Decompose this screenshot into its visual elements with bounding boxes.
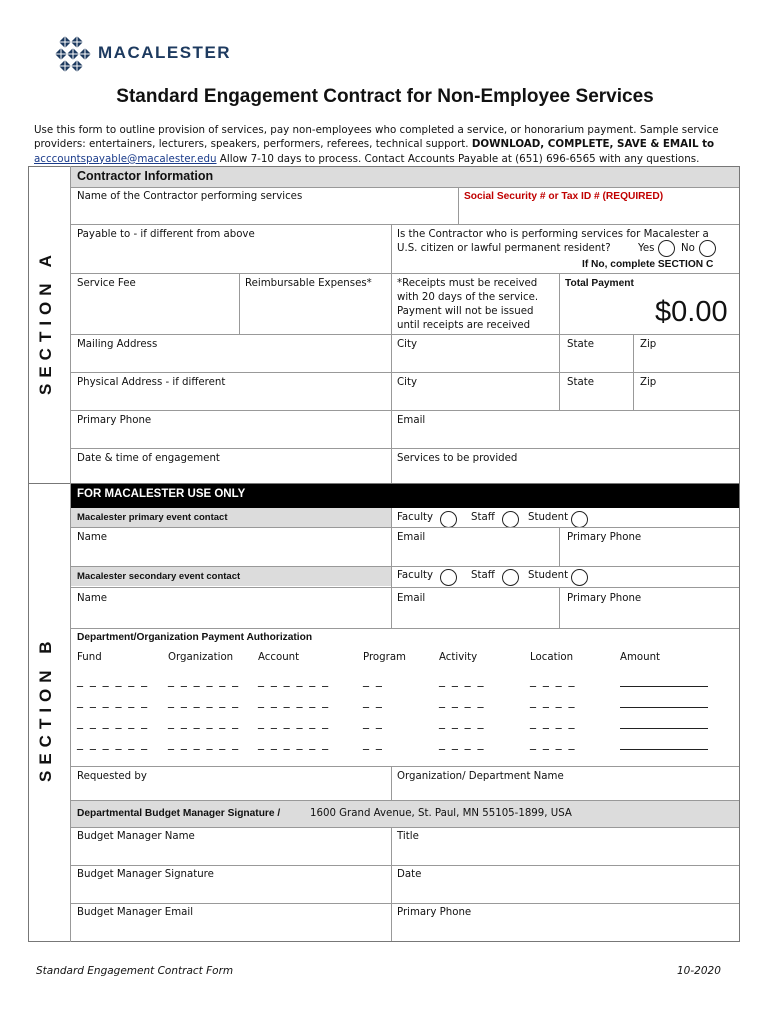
budget-signature-label: Budget Manager Signature bbox=[77, 869, 214, 880]
physical-zip-label: Zip bbox=[640, 377, 657, 388]
budget-title-label: Title bbox=[397, 831, 419, 842]
account-code-dash[interactable]: _ _ _ _ bbox=[439, 673, 485, 687]
account-code-dash[interactable]: _ _ bbox=[363, 673, 384, 687]
primary-faculty-radio[interactable] bbox=[440, 511, 457, 528]
col-line bbox=[559, 273, 560, 334]
col-line bbox=[391, 508, 392, 566]
physical-address-label: Physical Address - if different bbox=[77, 377, 226, 388]
physical-city-label: City bbox=[397, 377, 417, 388]
citizen-question-line-2: U.S. citizen or lawful permanent resident? bbox=[397, 243, 611, 254]
date-time-label: Date & time of engagement bbox=[77, 453, 220, 464]
account-code-dash[interactable]: _ _ _ _ bbox=[439, 715, 485, 729]
mailing-state-label: State bbox=[567, 339, 594, 350]
service-fee-field[interactable] bbox=[71, 274, 239, 334]
col-activity: Activity bbox=[439, 652, 478, 663]
reimbursable-expenses-label: Reimbursable Expenses* bbox=[245, 278, 372, 289]
primary-student-label: Student bbox=[528, 512, 569, 523]
footer-version: 10-2020 bbox=[677, 965, 721, 977]
contractor-info-header: Contractor Information bbox=[77, 169, 214, 183]
logo-text: MACALESTER bbox=[98, 43, 232, 62]
secondary-name-field[interactable] bbox=[71, 588, 391, 628]
account-code-dash[interactable]: _ _ _ _ _ _ bbox=[168, 736, 240, 750]
physical-address-field[interactable] bbox=[71, 373, 391, 410]
budget-signature-field[interactable] bbox=[71, 866, 391, 903]
budget-signature-header: Departmental Budget Manager Signature / bbox=[77, 808, 281, 819]
col-line bbox=[391, 410, 392, 484]
secondary-staff-label: Staff bbox=[471, 570, 495, 581]
budget-manager-name-field[interactable] bbox=[71, 828, 391, 865]
services-label: Services to be provided bbox=[397, 453, 518, 464]
account-code-dash[interactable]: _ _ _ _ _ _ bbox=[258, 736, 330, 750]
footer-form-name: Standard Engagement Contract Form bbox=[36, 965, 234, 977]
primary-student-radio[interactable] bbox=[571, 511, 588, 528]
col-line bbox=[559, 587, 560, 628]
intro-line-2 bbox=[34, 137, 739, 151]
account-code-dash[interactable]: _ _ _ _ bbox=[439, 694, 485, 708]
reimbursable-expenses-field[interactable] bbox=[240, 274, 391, 334]
primary-faculty-label: Faculty bbox=[397, 512, 434, 523]
account-code-dash[interactable]: _ _ _ _ _ _ bbox=[168, 715, 240, 729]
account-code-dash[interactable]: _ _ _ _ _ _ bbox=[77, 694, 149, 708]
contractor-phone-field[interactable] bbox=[71, 411, 391, 448]
col-line bbox=[391, 224, 392, 273]
account-code-dash[interactable]: _ _ bbox=[363, 715, 384, 729]
col-account: Account bbox=[258, 652, 300, 663]
amount-line[interactable] bbox=[620, 707, 708, 708]
primary-staff-label: Staff bbox=[471, 512, 495, 523]
section-b-side-label: SECTION B bbox=[36, 635, 55, 782]
account-code-dash[interactable]: _ _ _ _ bbox=[530, 673, 576, 687]
account-code-dash[interactable]: _ _ _ _ _ _ bbox=[77, 736, 149, 750]
receipts-note-2: with 20 days of the service. bbox=[397, 292, 539, 303]
contractor-phone-label: Primary Phone bbox=[77, 415, 152, 426]
secondary-email-label: Email bbox=[397, 593, 426, 604]
primary-staff-radio[interactable] bbox=[502, 511, 519, 528]
if-no-note: If No, complete SECTION C bbox=[582, 259, 714, 270]
intro-line-3 bbox=[34, 152, 739, 166]
page-title: Standard Engagement Contract for Non-Employee Services bbox=[116, 86, 654, 107]
amount-line[interactable] bbox=[620, 749, 708, 750]
primary-contact-label: Macalester primary event contact bbox=[77, 512, 228, 523]
secondary-contact-label: Macalester secondary event contact bbox=[77, 571, 241, 582]
secondary-student-label: Student bbox=[528, 570, 569, 581]
contractor-name-label: Name of the Contractor performing services bbox=[77, 191, 303, 202]
intro-line-1: Use this form to outline provision of services, pay non-employees who completed a service, or honorarium payment. Sample service bbox=[34, 124, 719, 136]
col-line bbox=[391, 334, 392, 372]
intro-line-2a: providers: entertainers, lecturers, speakers, performers, referees, technical support. bbox=[34, 138, 472, 151]
service-fee-label: Service Fee bbox=[77, 278, 136, 289]
col-line bbox=[391, 566, 392, 628]
citizen-no-label: No bbox=[681, 243, 695, 254]
col-program: Program bbox=[363, 652, 406, 663]
payable-to-label: Payable to - if different from above bbox=[77, 229, 255, 240]
total-payment-label: Total Payment bbox=[565, 278, 634, 289]
contractor-email-label: Email bbox=[397, 415, 426, 426]
requested-by-label: Requested by bbox=[77, 771, 147, 782]
account-code-dash[interactable]: _ _ _ _ _ _ bbox=[77, 715, 149, 729]
budget-date-label: Date bbox=[397, 869, 422, 880]
amount-line[interactable] bbox=[620, 728, 708, 729]
accounts-payable-email-link[interactable]: acccountspayable@macalester.edu bbox=[34, 152, 217, 165]
col-location: Location bbox=[530, 652, 574, 663]
intro-line-3-text: Allow 7-10 days to process. Contact Accounts Payable at (651) 696-6565 with any questions. bbox=[216, 152, 700, 165]
primary-name-label: Name bbox=[77, 532, 108, 543]
citizen-question-line-1: Is the Contractor who is performing services for Macalester a bbox=[397, 229, 709, 240]
account-code-dash[interactable]: _ _ _ _ bbox=[530, 736, 576, 750]
budget-manager-name-label: Budget Manager Name bbox=[77, 831, 195, 842]
budget-email-label: Budget Manager Email bbox=[77, 907, 194, 918]
physical-state-label: State bbox=[567, 377, 594, 388]
col-organization: Organization bbox=[168, 652, 234, 663]
secondary-student-radio[interactable] bbox=[571, 569, 588, 586]
receipts-note-1: *Receipts must be received bbox=[397, 278, 538, 289]
contractor-name-field[interactable] bbox=[71, 188, 458, 224]
receipts-note-3: Payment will not be issued bbox=[397, 306, 534, 317]
mailing-address-field[interactable] bbox=[71, 335, 391, 372]
payable-to-field[interactable] bbox=[71, 225, 391, 273]
budget-phone-label: Primary Phone bbox=[397, 907, 472, 918]
intro-text bbox=[34, 123, 739, 166]
macalester-logo-icon bbox=[55, 36, 91, 74]
dept-payment-auth-label: Department/Organization Payment Authorization bbox=[77, 632, 313, 643]
account-code-dash[interactable]: _ _ _ _ bbox=[530, 715, 576, 729]
total-payment-value: $0.00 bbox=[655, 296, 728, 328]
col-fund: Fund bbox=[77, 652, 102, 663]
mailing-address-label: Mailing Address bbox=[77, 339, 158, 350]
ssn-label: Social Security # or Tax ID # (REQUIRED) bbox=[464, 191, 664, 202]
secondary-staff-radio[interactable] bbox=[502, 569, 519, 586]
section-a-side-label: SECTION A bbox=[36, 249, 55, 395]
citizen-yes-label: Yes bbox=[638, 243, 655, 254]
account-code-dash[interactable]: _ _ _ _ _ _ bbox=[77, 673, 149, 687]
col-line bbox=[559, 527, 560, 566]
account-code-dash[interactable]: _ _ _ _ _ _ bbox=[168, 694, 240, 708]
col-line bbox=[391, 273, 392, 334]
intro-line-2b: DOWNLOAD, COMPLETE, SAVE & EMAIL to bbox=[471, 138, 715, 151]
account-code-dash[interactable]: _ _ _ _ _ _ bbox=[258, 694, 330, 708]
account-code-dash[interactable]: _ _ _ _ _ _ bbox=[258, 673, 330, 687]
college-address: 1600 Grand Avenue, St. Paul, MN 55105-1899, USA bbox=[310, 808, 572, 819]
col-line bbox=[391, 827, 392, 941]
secondary-faculty-radio[interactable] bbox=[440, 569, 457, 586]
budget-email-field[interactable] bbox=[71, 904, 391, 941]
account-code-dash[interactable]: _ _ _ _ bbox=[530, 694, 576, 708]
account-code-dash[interactable]: _ _ bbox=[363, 736, 384, 750]
requested-by-field[interactable] bbox=[71, 767, 391, 800]
account-code-dash[interactable]: _ _ _ _ bbox=[439, 736, 485, 750]
org-dept-name-label: Organization/ Department Name bbox=[397, 771, 564, 782]
secondary-faculty-label: Faculty bbox=[397, 570, 434, 581]
account-code-dash[interactable]: _ _ _ _ _ _ bbox=[258, 715, 330, 729]
row-line bbox=[71, 628, 739, 629]
secondary-name-label: Name bbox=[77, 593, 108, 604]
date-time-field[interactable] bbox=[71, 449, 391, 483]
col-line bbox=[391, 372, 392, 410]
col-line bbox=[391, 766, 392, 800]
account-code-dash[interactable]: _ _ _ _ _ _ bbox=[168, 673, 240, 687]
amount-line[interactable] bbox=[620, 686, 708, 687]
citizen-no-radio[interactable] bbox=[699, 240, 716, 257]
mailing-zip-label: Zip bbox=[640, 339, 657, 350]
primary-name-field[interactable] bbox=[71, 528, 391, 566]
receipts-note-4: until receipts are received bbox=[397, 320, 531, 331]
citizen-yes-radio[interactable] bbox=[658, 240, 675, 257]
account-code-dash[interactable]: _ _ bbox=[363, 694, 384, 708]
mailing-city-label: City bbox=[397, 339, 417, 350]
col-amount: Amount bbox=[620, 652, 661, 663]
primary-email-label: Email bbox=[397, 532, 426, 543]
primary-phone-label: Primary Phone bbox=[567, 532, 642, 543]
macalester-use-header: FOR MACALESTER USE ONLY bbox=[77, 488, 246, 500]
secondary-phone-label: Primary Phone bbox=[567, 593, 642, 604]
